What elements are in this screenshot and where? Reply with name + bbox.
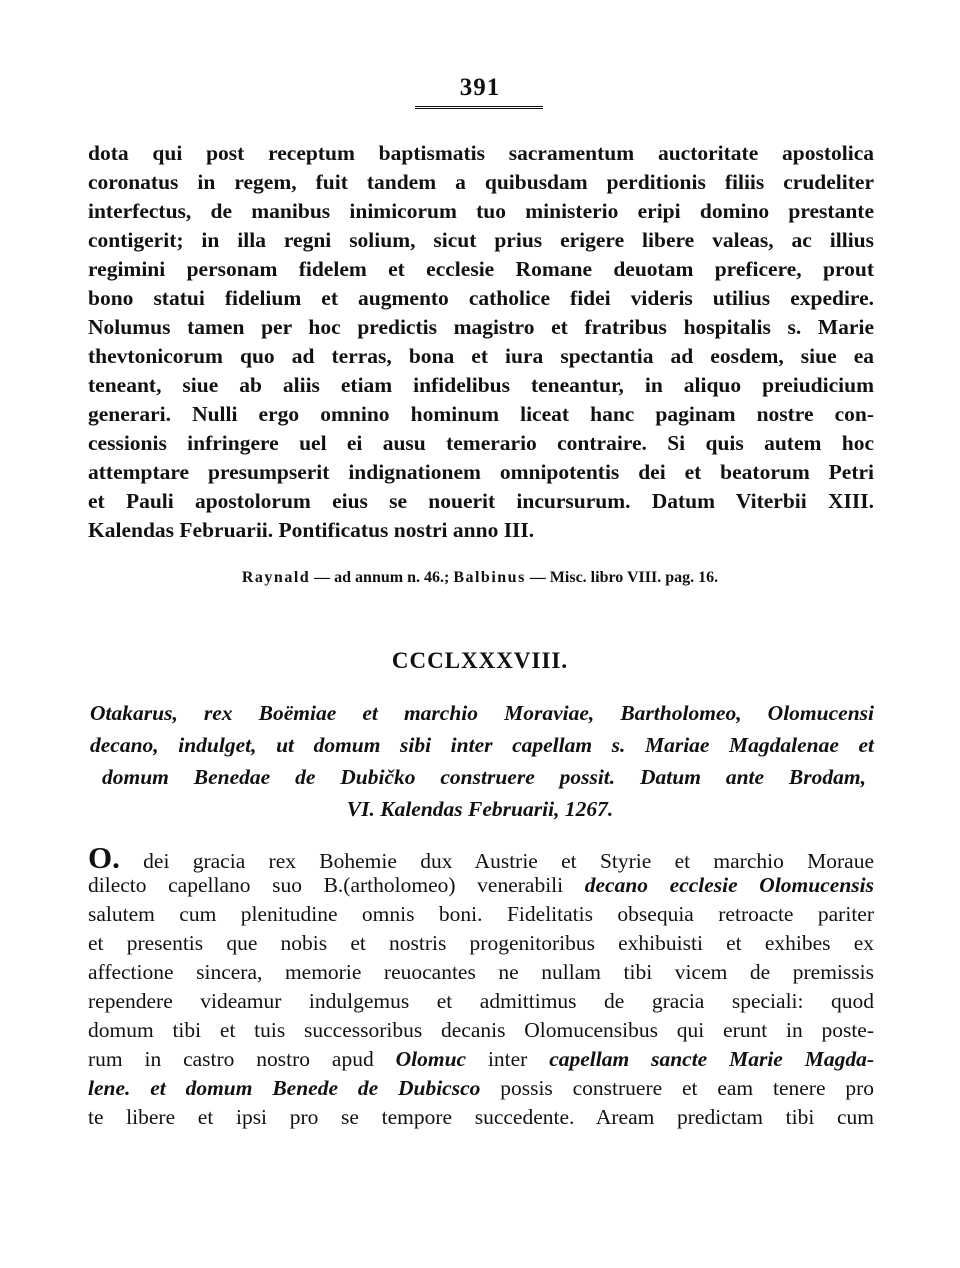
text-line xyxy=(88,1045,874,1074)
summary-line: domum Benedae de Dubičko construere possit. Datum ante Brodam, xyxy=(102,765,866,789)
text-line: Nolumus tamen per hoc predictis magistro et fratribus hospitalis s. Marie xyxy=(88,315,874,339)
citation-author: Balbinus xyxy=(453,569,526,586)
italic-span: Olomuc xyxy=(395,1047,467,1071)
summary-line: Otakarus, rex Boëmiae et marchio Moraviae, Bartholomeo, Olomucensi xyxy=(90,701,874,725)
text-line xyxy=(88,842,874,874)
text-line: et Pauli apostolorum eius se nouerit incursurum. Datum Viterbii XIII. xyxy=(88,489,874,513)
document-number: CCCLXXXVIII. xyxy=(391,648,569,673)
text-line: rependere videamur indulgemus et admittimus de gracia speciali: quod xyxy=(88,989,874,1013)
text-span: dei gracia rex Bohemie dux Austrie et Styrie et marchio Moraue xyxy=(119,849,874,873)
text-line xyxy=(88,1074,874,1103)
italic-span: lene. et domum Benede de Dubicsco xyxy=(88,1076,481,1100)
text-span: possis construere et eam tenere pro xyxy=(480,1076,874,1100)
citation-ref: — Misc. libro VIII. pag. 16. xyxy=(525,569,719,586)
summary-line: VI. Kalendas Februarii, 1267. xyxy=(346,797,614,821)
text-line: contigerit; in illa regni solium, sicut prius erigere libere valeas, ac illius xyxy=(88,228,874,252)
text-line xyxy=(88,871,874,900)
text-span: rum in castro nostro apud xyxy=(88,1047,396,1071)
text-span: dilecto capellano suo B.(artholomeo) venerabili xyxy=(88,873,585,897)
text-line: regimini personam fidelem et ecclesie Romane deuotam preficere, prout xyxy=(88,257,874,281)
text-line: te libere et ipsi pro se tempore succedente. Aream predictam tibi cum xyxy=(88,1105,874,1129)
italic-span: capellam sancte Marie Magda- xyxy=(549,1047,874,1071)
text-line: Kalendas Februarii. Pontificatus nostri anno III. xyxy=(88,518,535,542)
initial-letter: O. xyxy=(88,840,120,875)
summary-line: decano, indulget, ut domum sibi inter capellam s. Mariae Magdalenae et xyxy=(90,733,874,757)
text-line: et presentis que nobis et nostris progenitoribus exhibuisti et exhibes ex xyxy=(88,931,874,955)
page-number-rule xyxy=(415,106,543,109)
page-number: 391 xyxy=(459,74,501,101)
text-line: teneant, siue ab aliis etiam infidelibus teneantur, in aliquo preiudicium xyxy=(88,373,874,397)
text-line: interfectus, de manibus inimicorum tuo ministerio eripi domino prestante xyxy=(88,199,874,223)
text-line: salutem cum plenitudine omnis boni. Fidelitatis obsequia retroacte pariter xyxy=(88,902,874,926)
italic-span: decano ecclesie Olomucensis xyxy=(584,873,874,897)
text-line: thevtonicorum quo ad terras, bona et iura spectantia ad eosdem, siue ea xyxy=(88,344,874,368)
text-line: domum tibi et tuis successoribus decanis Olomucensibus qui erunt in poste- xyxy=(88,1018,874,1042)
text-line: cessionis infringere uel ei ausu temerario contraire. Si quis autem hoc xyxy=(88,431,874,455)
text-line: affectione sincera, memorie reuocantes ne nullam tibi vicem de premissis xyxy=(88,960,874,984)
text-line: attemptare presumpserit indignationem omnipotentis dei et beatorum Petri xyxy=(88,460,874,484)
text-line: bono statui fidelium et augmento catholice fidei videris utilius expedire. xyxy=(88,286,874,310)
text-line: coronatus in regem, fuit tandem a quibusdam perditionis filiis crudeliter xyxy=(88,170,874,194)
citation-author: Raynald xyxy=(241,569,311,586)
text-line: generari. Nulli ergo omnino hominum liceat hanc paginam nostre con- xyxy=(88,402,874,426)
source-citation xyxy=(0,566,960,590)
text-line: dota qui post receptum baptismatis sacramentum auctoritate apostolica xyxy=(88,141,874,165)
citation-ref: — ad annum n. 46.; xyxy=(310,569,454,586)
text-span: inter xyxy=(466,1047,550,1071)
